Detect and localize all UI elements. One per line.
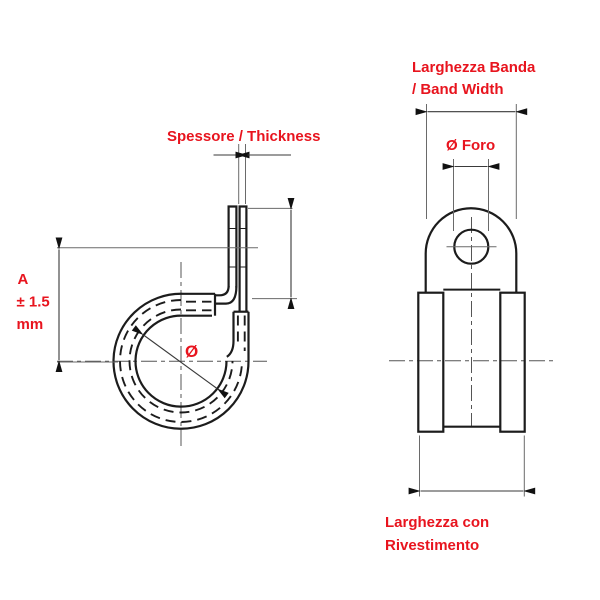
a-label-line3: mm xyxy=(16,316,44,333)
tab-left-strip xyxy=(229,207,237,288)
thickness-extension-lines xyxy=(239,144,246,204)
band-width-label-line2: / Band Width xyxy=(412,81,504,98)
tab-right-strip xyxy=(240,207,247,312)
band-width-label-line1: Larghezza Banda xyxy=(412,59,536,76)
tab-elbow-outer xyxy=(214,286,228,295)
right-band-inner-edge xyxy=(227,312,234,357)
band-width-extension-lines xyxy=(427,104,517,219)
covered-width-dimension xyxy=(385,436,524,555)
thickness-label: Spessore / Thickness xyxy=(167,128,321,145)
hole-diameter-dimension xyxy=(446,137,495,231)
rubber-lining-dashes-top-segment xyxy=(186,302,212,311)
rubber-lining-dashes-right-band xyxy=(238,316,245,352)
side-view xyxy=(385,59,554,554)
loop-diameter-label: Ø xyxy=(185,342,199,361)
covered-width-label-line1: Larghezza con xyxy=(385,514,490,531)
profile-view xyxy=(17,128,321,447)
rubber-cover-left-strip xyxy=(418,293,443,432)
covered-width-label-line2: Rivestimento xyxy=(385,537,480,554)
a-label-line2: ± 1.5 xyxy=(16,293,50,311)
covered-width-extension-lines xyxy=(420,436,525,497)
hole-diameter-label: Ø Foro xyxy=(446,137,496,154)
a-label-line1: A xyxy=(17,271,29,288)
tab-height-dimension xyxy=(248,208,297,298)
rubber-cover-right-strip xyxy=(500,293,524,432)
thickness-dimension xyxy=(167,128,320,204)
